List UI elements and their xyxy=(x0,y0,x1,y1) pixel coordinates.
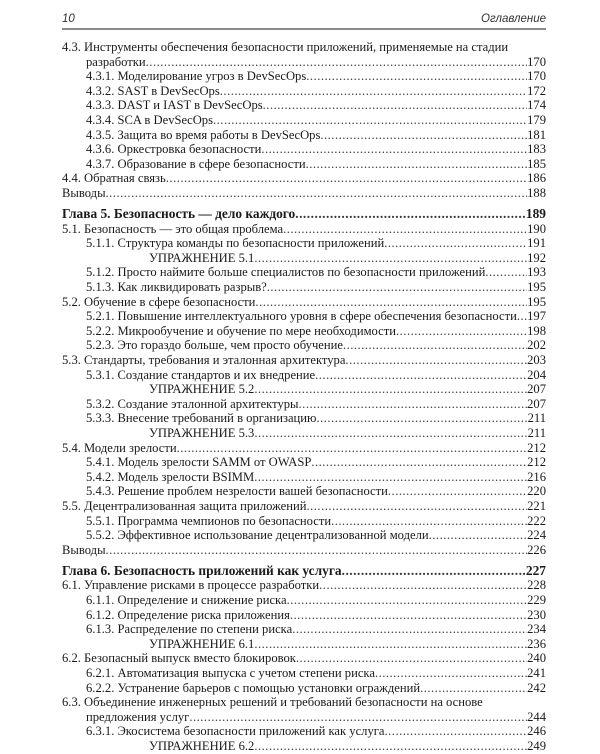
toc-entry-page: 203 xyxy=(527,352,546,367)
toc-entry-title: 6.2. Безопасный выпуск вместо блокировок xyxy=(62,651,296,666)
page-number: 10 xyxy=(62,13,75,25)
toc-entry-title: 5.1.3. Как ликвидировать разрыв? xyxy=(86,280,267,294)
toc-entry-page: 191 xyxy=(527,236,546,251)
toc-entry-page: 207 xyxy=(527,382,546,397)
dot-leader xyxy=(177,441,527,456)
toc-entry[interactable] xyxy=(62,724,546,739)
dot-leader xyxy=(306,157,528,172)
toc-entry[interactable] xyxy=(62,622,546,637)
toc-entry-page: 228 xyxy=(527,578,546,593)
toc-entry-page: 249 xyxy=(527,738,546,753)
toc-entry[interactable] xyxy=(62,695,546,710)
toc-entry-page: 202 xyxy=(527,338,546,353)
toc-entry-page: 224 xyxy=(527,528,546,543)
toc-entry[interactable] xyxy=(62,578,546,593)
toc-entry[interactable] xyxy=(62,280,546,295)
toc-entry[interactable] xyxy=(62,593,546,608)
toc-exercise-entry[interactable] xyxy=(62,637,546,652)
dot-leader xyxy=(254,251,527,266)
dot-leader xyxy=(388,484,527,499)
toc-entry-title: 6.2.1. Автоматизация выпуска с учетом степени риска xyxy=(86,665,375,680)
toc-entry-title: 4.3.1. Моделирование угроз в DevSecOps xyxy=(86,69,307,84)
toc-entry-page: 227 xyxy=(525,562,546,578)
table-of-contents xyxy=(62,40,546,754)
toc-entry-title: 6.2.2. Устранение барьеров с помощью установки ограждений xyxy=(86,680,421,695)
toc-entry-page: 188 xyxy=(527,185,546,200)
toc-entry-title: 5.2.2. Микрообучение и обучение по мере необходимости xyxy=(86,323,396,338)
dot-leader xyxy=(299,397,528,412)
toc-entry[interactable] xyxy=(62,324,546,339)
toc-entry-title: 4.3. Инструменты обеспечения безопасности приложений, применяемые на стадии xyxy=(62,40,509,54)
toc-entry-title: 6.1.1. Определение и снижение риска xyxy=(86,592,287,607)
dot-leader xyxy=(106,543,528,558)
toc-entry[interactable] xyxy=(62,69,546,84)
dot-leader xyxy=(263,98,527,113)
dot-leader xyxy=(311,455,527,470)
toc-entry-page: 185 xyxy=(527,156,546,171)
toc-entry-title: 5.4. Модели зрелости xyxy=(62,440,177,455)
dot-leader xyxy=(375,666,527,681)
toc-entry-page: 170 xyxy=(527,54,546,69)
toc-entry-title: УПРАЖНЕНИЕ 6.2 xyxy=(149,738,255,753)
dot-leader xyxy=(296,651,527,666)
toc-entry-title: 4.4. Обратная связь xyxy=(62,171,166,186)
toc-entry[interactable] xyxy=(62,651,546,666)
toc-entry[interactable] xyxy=(62,368,546,383)
toc-entry-title: 5.3.2. Создание эталонной архитектуры xyxy=(86,396,299,411)
toc-entry-title: 5.3.3. Внесение требований в организацию xyxy=(86,411,317,426)
dot-leader xyxy=(254,637,527,652)
dot-leader xyxy=(319,578,527,593)
toc-entry[interactable] xyxy=(62,710,546,725)
toc-entry-page: 216 xyxy=(527,469,546,484)
toc-entry[interactable] xyxy=(62,543,546,558)
toc-entry-title: 6.1.3. Распределение по степени риска xyxy=(86,622,293,637)
toc-entry[interactable] xyxy=(62,455,546,470)
toc-entry-title: Выводы xyxy=(62,542,106,557)
toc-entry-title: 4.3.2. SAST в DevSecOps xyxy=(86,83,220,98)
toc-entry[interactable] xyxy=(62,338,546,353)
dot-leader xyxy=(396,324,527,339)
toc-entry-title: 5.5. Децентрализованная защита приложений xyxy=(62,498,307,513)
dot-leader xyxy=(261,142,527,157)
running-title: Оглавление xyxy=(481,13,546,25)
toc-entry-title: УПРАЖНЕНИЕ 5.3 xyxy=(149,425,255,440)
toc-entry[interactable] xyxy=(62,265,546,280)
toc-entry-title: 4.3.7. Образование в сфере безопасности xyxy=(86,156,306,171)
dot-leader xyxy=(255,295,527,310)
toc-exercise-entry[interactable] xyxy=(62,739,546,754)
toc-entry-title: предложения услуг xyxy=(86,709,190,724)
toc-entry-title: 5.4.3. Решение проблем незрелости вашей безопасности xyxy=(86,484,388,499)
toc-entry[interactable] xyxy=(62,681,546,696)
toc-entry-title: 5.3.1. Создание стандартов и их внедрение xyxy=(86,367,316,382)
toc-entry[interactable] xyxy=(62,397,546,412)
toc-entry[interactable] xyxy=(62,295,546,310)
toc-entry-page: 186 xyxy=(527,171,546,186)
dot-leader xyxy=(267,280,527,295)
toc-entry-title: 5.1. Безопасность — это общая проблема xyxy=(62,221,284,236)
toc-entry[interactable] xyxy=(62,128,546,143)
toc-entry-page: 246 xyxy=(527,724,546,739)
dot-leader xyxy=(254,426,527,441)
toc-entry-title: 5.5.1. Программа чемпионов по безопасности xyxy=(86,513,332,528)
toc-entry-title: УПРАЖНЕНИЕ 6.1 xyxy=(149,636,255,651)
toc-entry-title: разработки xyxy=(86,54,146,69)
toc-entry-page: 198 xyxy=(527,323,546,338)
toc-entry-title: 5.2.1. Повышение интеллектуального уровня в сфере обеспечения безопасности xyxy=(86,309,517,324)
toc-entry-title: 6.1. Управление рисками в процессе разработки xyxy=(62,578,320,593)
toc-entry-page: 204 xyxy=(527,367,546,382)
toc-entry[interactable] xyxy=(62,171,546,186)
toc-entry[interactable] xyxy=(62,353,546,368)
toc-entry-page: 195 xyxy=(527,294,546,309)
toc-entry-title: 5.4.2. Модель зрелости BSIMM xyxy=(86,469,255,484)
dot-leader xyxy=(343,338,527,353)
dot-leader xyxy=(287,593,528,608)
dot-leader xyxy=(320,128,527,143)
dot-leader xyxy=(254,739,527,754)
dot-leader xyxy=(283,222,527,237)
toc-entry[interactable] xyxy=(62,98,546,113)
toc-entry-title: Выводы xyxy=(62,185,106,200)
toc-entry-title: 5.5.2. Эффективное использование децентрализованной модели xyxy=(86,528,429,543)
dot-leader xyxy=(295,207,526,222)
toc-entry-page: 181 xyxy=(527,127,546,142)
toc-entry-page: 230 xyxy=(527,607,546,622)
toc-entry-page: 240 xyxy=(527,651,546,666)
dot-leader xyxy=(213,113,527,128)
toc-entry-title: 5.2. Обучение в сфере безопасности xyxy=(62,294,256,309)
toc-entry-page: 193 xyxy=(527,265,546,280)
toc-entry-page: 183 xyxy=(527,142,546,157)
dot-leader xyxy=(429,528,527,543)
toc-entry[interactable] xyxy=(62,666,546,681)
dot-leader xyxy=(384,236,527,251)
toc-entry[interactable] xyxy=(62,113,546,128)
dot-leader xyxy=(254,470,527,485)
toc-entry[interactable] xyxy=(62,484,546,499)
toc-entry[interactable] xyxy=(62,608,546,623)
toc-entry[interactable] xyxy=(62,528,546,543)
dot-leader xyxy=(290,608,527,623)
running-header xyxy=(62,10,546,30)
toc-entry-page: 222 xyxy=(527,513,546,528)
toc-entry-title: 6.3.1. Экосистема безопасности приложений как услуга xyxy=(86,724,385,739)
dot-leader xyxy=(385,724,528,739)
toc-entry-page: 211 xyxy=(527,411,546,426)
toc-entry-title: 5.3. Стандарты, требования и эталонная архитектура xyxy=(62,352,346,367)
toc-entry-title: 5.1.1. Структура команды по безопасности приложений xyxy=(86,236,385,251)
dot-leader xyxy=(517,309,527,324)
toc-entry-page: 221 xyxy=(527,498,546,513)
toc-entry-title: Глава 6. Безопасность приложений как услуга xyxy=(62,562,342,578)
dot-leader xyxy=(316,411,527,426)
toc-entry-title: 6.1.2. Определение риска приложения xyxy=(86,607,290,622)
toc-entry-title: 5.1.2. Просто наймите больше специалистов по безопасности приложений xyxy=(86,265,486,280)
toc-entry-page: 189 xyxy=(525,206,546,222)
toc-entry-title: 4.3.5. Защита во время работы в DevSecOps xyxy=(86,127,321,142)
toc-entry-page: 179 xyxy=(527,112,546,127)
toc-entry[interactable] xyxy=(62,441,546,456)
toc-entry[interactable] xyxy=(62,411,546,426)
toc-entry-title: 4.3.4. SCA в DevSecOps xyxy=(86,112,213,127)
dot-leader xyxy=(342,564,526,579)
dot-leader xyxy=(306,499,527,514)
toc-exercise-entry[interactable] xyxy=(62,251,546,266)
toc-entry[interactable] xyxy=(62,309,546,324)
toc-chapter-entry[interactable] xyxy=(62,207,546,222)
dot-leader xyxy=(189,710,527,725)
toc-entry-page: 242 xyxy=(527,680,546,695)
dot-leader xyxy=(485,265,527,280)
dot-leader xyxy=(331,514,527,529)
toc-exercise-entry[interactable] xyxy=(62,426,546,441)
toc-entry-page: 212 xyxy=(527,455,546,470)
toc-entry[interactable] xyxy=(62,470,546,485)
toc-entry-page: 207 xyxy=(527,396,546,411)
dot-leader xyxy=(420,681,527,696)
toc-entry[interactable] xyxy=(62,142,546,157)
toc-entry-title: 5.4.1. Модель зрелости SAMM от OWASP xyxy=(86,455,312,470)
toc-entry-title: Глава 5. Безопасность — дело каждого xyxy=(62,206,296,222)
toc-entry-title: 5.2.3. Это гораздо больше, чем просто обучение xyxy=(86,338,343,353)
toc-entry-page: 174 xyxy=(527,98,546,113)
dot-leader xyxy=(220,84,527,99)
toc-entry-page: 195 xyxy=(527,280,546,294)
toc-entry[interactable] xyxy=(62,514,546,529)
dot-leader xyxy=(254,382,527,397)
toc-entry-title: 4.3.6. Оркестровка безопасности xyxy=(86,142,262,157)
dot-leader xyxy=(292,622,527,637)
toc-entry-page: 236 xyxy=(527,636,546,651)
toc-entry[interactable] xyxy=(62,186,546,201)
toc-entry[interactable] xyxy=(62,157,546,172)
toc-entry[interactable] xyxy=(62,222,546,237)
toc-entry-title: 4.3.3. DAST и IAST в DevSecOps xyxy=(86,98,263,113)
toc-entry-page: 244 xyxy=(527,709,546,724)
toc-exercise-entry[interactable] xyxy=(62,382,546,397)
toc-entry[interactable] xyxy=(62,499,546,514)
toc-entry-page: 226 xyxy=(527,542,546,557)
dot-leader xyxy=(146,55,527,70)
toc-entry-page: 170 xyxy=(527,69,546,84)
toc-entry[interactable] xyxy=(62,84,546,99)
toc-entry-page: 212 xyxy=(527,440,546,455)
toc-entry[interactable] xyxy=(62,55,546,70)
dot-leader xyxy=(106,186,528,201)
toc-entry[interactable] xyxy=(62,40,546,55)
toc-entry-title: УПРАЖНЕНИЕ 5.2 xyxy=(149,382,255,397)
toc-entry-page: 190 xyxy=(527,221,546,236)
dot-leader xyxy=(345,353,527,368)
dot-leader xyxy=(166,171,527,186)
dot-leader xyxy=(306,69,527,84)
toc-entry[interactable] xyxy=(62,236,546,251)
toc-entry-page: 241 xyxy=(527,665,546,680)
toc-entry-title: 6.3. Объединение инженерных решений и требований безопасности на основе xyxy=(62,695,483,710)
toc-entry-page: 197 xyxy=(527,309,546,324)
toc-entry-title: УПРАЖНЕНИЕ 5.1 xyxy=(149,250,255,265)
toc-entry-page: 211 xyxy=(527,425,546,440)
toc-entry-page: 220 xyxy=(527,484,546,499)
toc-entry-page: 229 xyxy=(527,592,546,607)
toc-entry-page: 172 xyxy=(527,83,546,98)
dot-leader xyxy=(315,368,527,383)
toc-entry-page: 192 xyxy=(527,250,546,265)
toc-entry-page: 234 xyxy=(527,622,546,637)
toc-chapter-entry[interactable] xyxy=(62,564,546,579)
